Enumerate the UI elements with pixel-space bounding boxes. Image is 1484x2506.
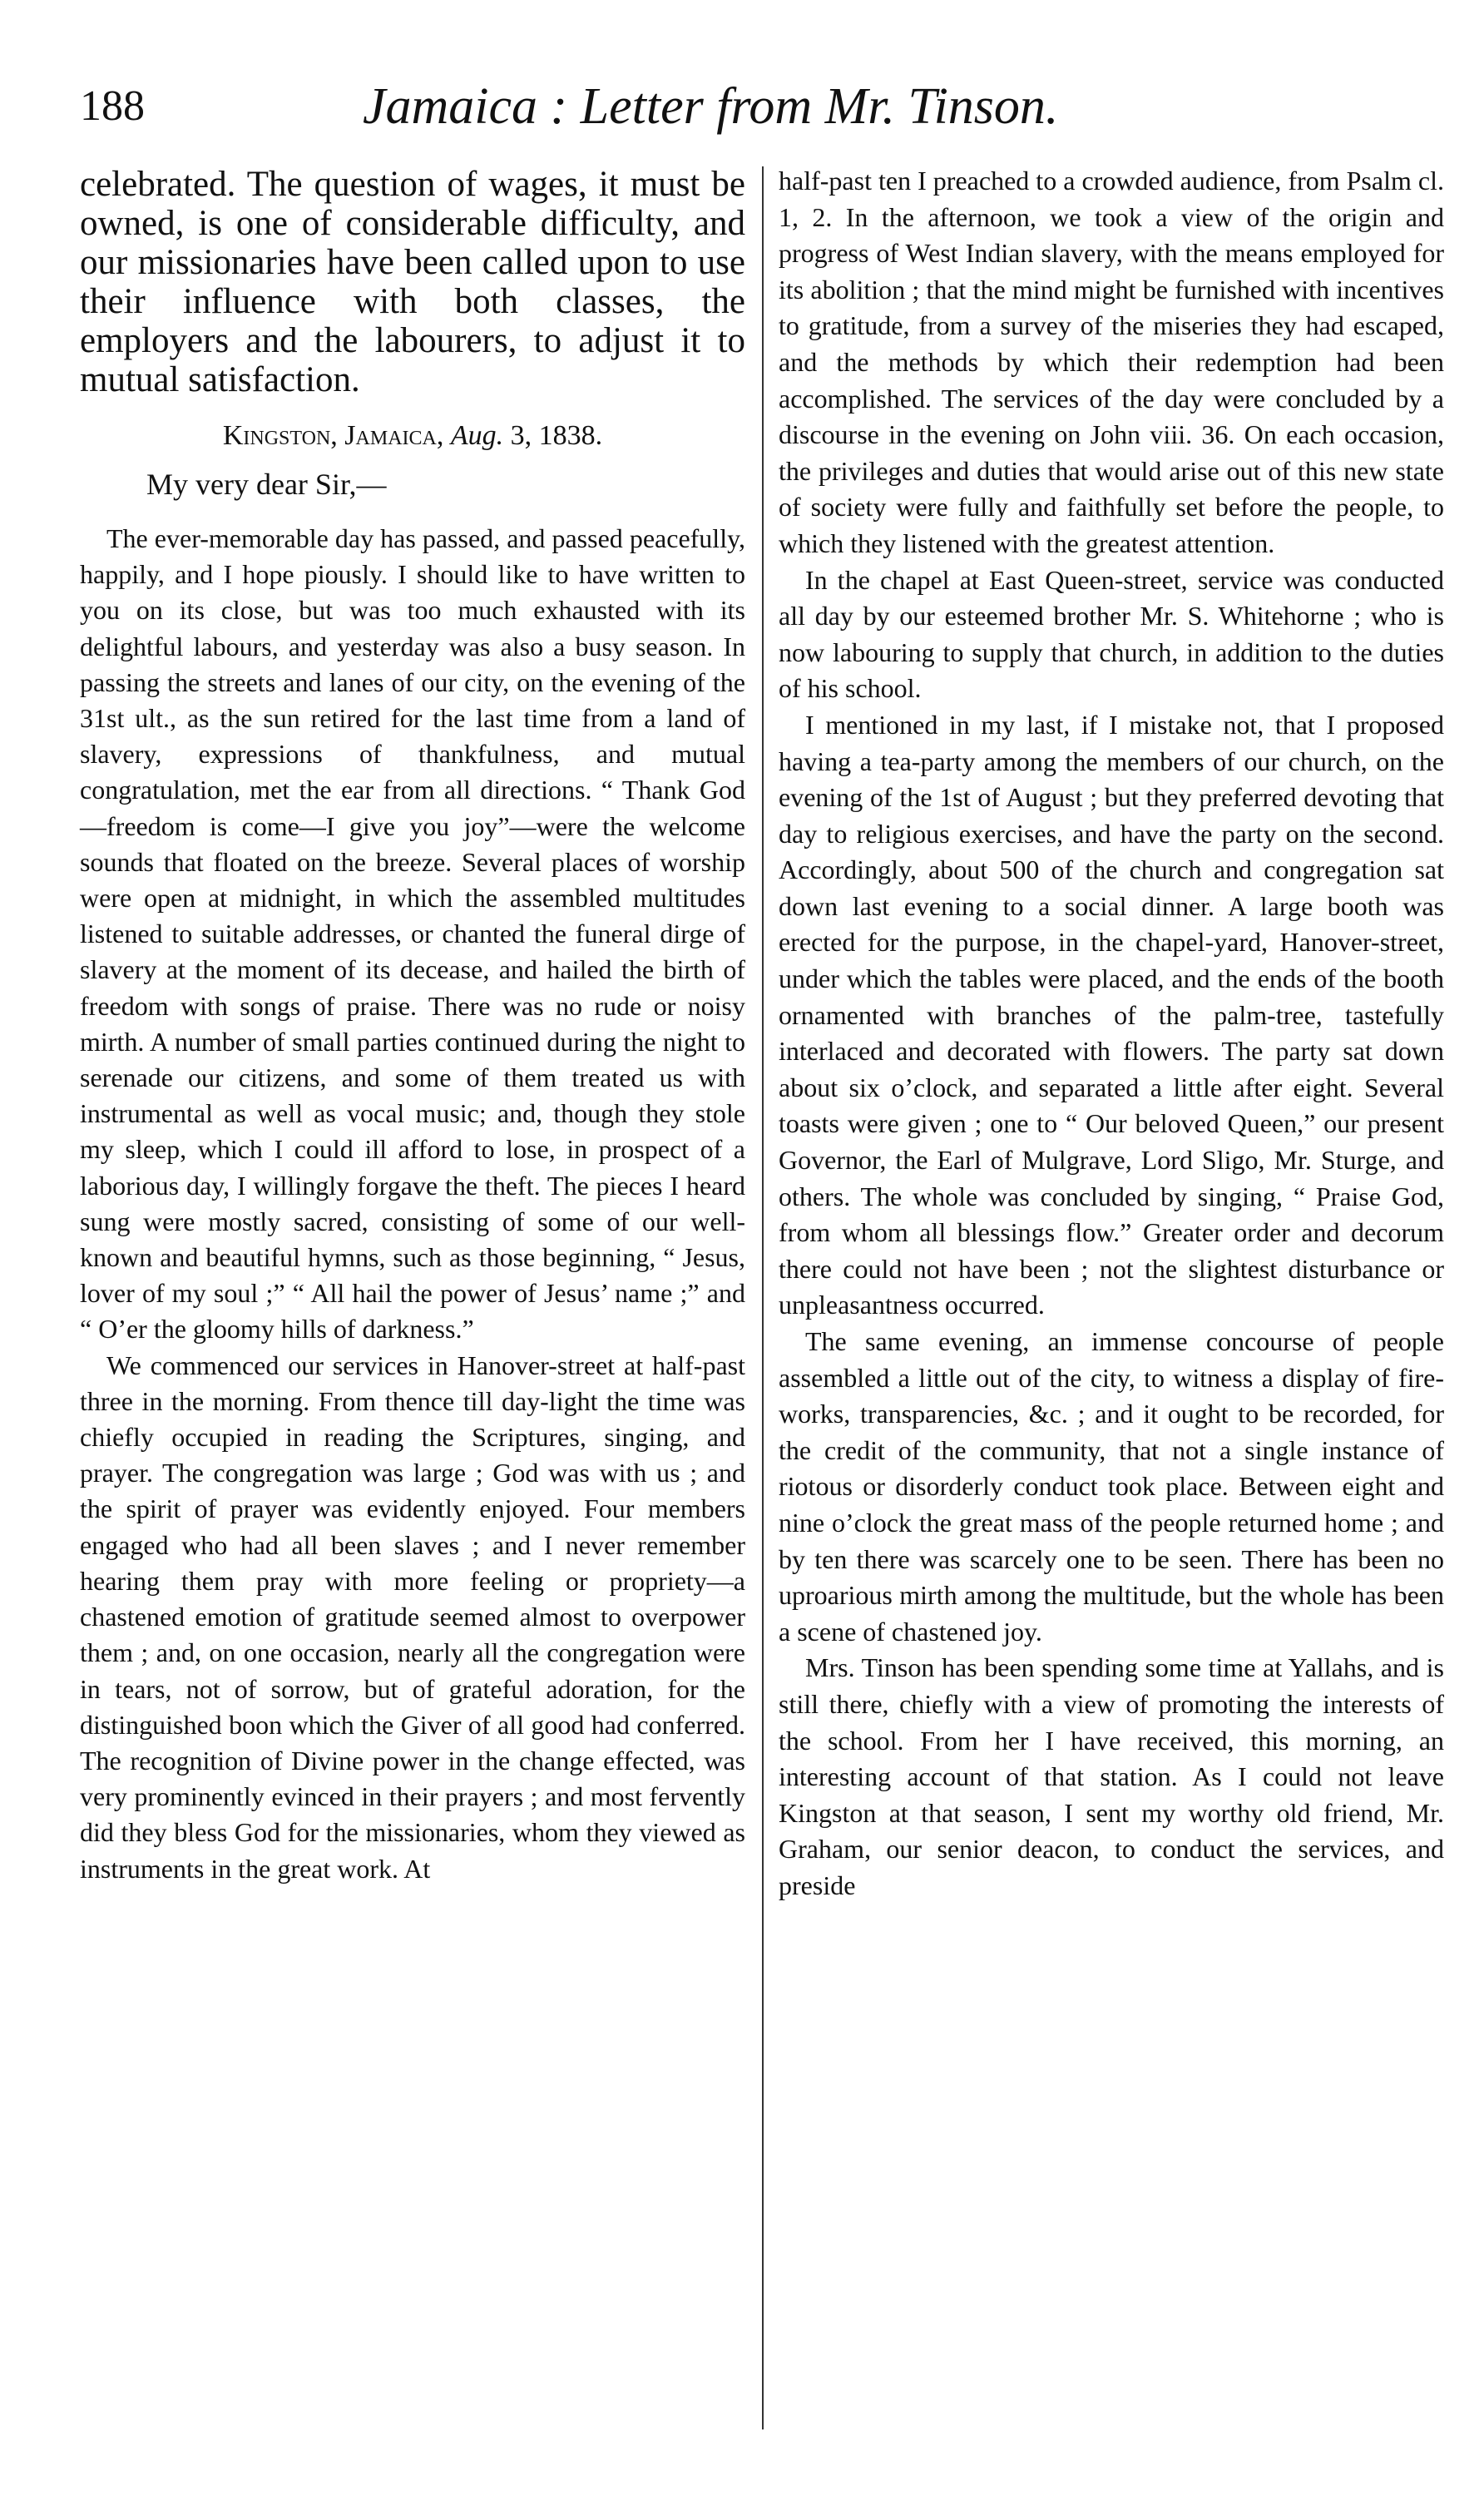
salutation: My very dear Sir,— xyxy=(146,468,387,501)
page-header xyxy=(80,73,1195,140)
body-paragraph: We commenced our services in Hanover-street at half-past three in the morning. From thence till day-light the time was chiefly occupied in reading the Scriptures, singing, and prayer. The congregation was large ; God was with us ; and the spirit of prayer was evidently enjoyed. Four members engaged who had all been slaves ; and I never remember hearing them pray with more feeling or propriety—a chastened emotion of gratitude seemed almost to overpower them ; and, on one occasion, nearly all the congregation were in tears, not of sorrow, but of grateful adoration, for the distinguished boon which the Giver of all good had conferred. The recognition of Divine power in the change effected, was very prominently evinced in their prayers ; and most fervently did they bless God for the missionaries, whom they viewed as instruments in the great work. At xyxy=(80,1350,745,1884)
column-divider xyxy=(762,166,764,2429)
body-paragraph: I mentioned in my last, if I mistake not, that I proposed having a tea-party among the members of our church, on the evening of the 1st of August ; but they preferred devoting that day to religious exercises, and have the party on the second. Accordingly, about 500 of the church and congregation sat down last evening to a social dinner. A large booth was erected for the purpose, in the chapel-yard, Hanover-street, under which the tables were placed, and the ends of the booth ornamented with branches of the palm-tree, tastefully interlaced and decorated with flowers. The party sat down about six o’clock, and separated a little after eight. Several toasts were given ; one to “ Our beloved Queen,” our present Governor, the Earl of Mulgrave, Lord Sligo, Mr. Sturge, and others. The whole was concluded by singing, “ Praise God, from whom all blessings flow.” Greater order and decorum there could not have been ; not the slightest disturbance or unpleasantness occurred. xyxy=(779,709,1444,1320)
dateline-month: Aug. xyxy=(450,420,504,451)
dateline xyxy=(80,418,745,454)
left-column xyxy=(80,165,745,1887)
opening-paragraph: celebrated. The question of wages, it must be owned, is one of considerable difficulty, and our missionaries have been called upon to use their influence with both classes, the employers and the labourers, to adjust it to mutual satisfaction. xyxy=(80,165,745,399)
body-paragraph: The same evening, an immense concourse of people assembled a little out of the city, to witness a display of fire-works, transparencies, &c. ; and it ought to be recorded, for the credit of the community, that not a single instance of riotous or disorderly conduct took place. Between eight and nine o’clock the great mass of the people returned home ; and by ten there was scarcely one to be seen. There has been no uproarious mirth among the multitude, but the whole has been a scene of chastened joy. xyxy=(779,1326,1444,1647)
right-column xyxy=(779,163,1444,1904)
body-paragraph: half-past ten I preached to a crowded audience, from Psalm cl. 1, 2. In the afternoon, we took a view of the origin and progress of West Indian slavery, with the means employed for its abolition ; that the mind might be furnished with incentives to gratitude, from a survey of the miseries they had escaped, and the methods by which their redemption had been accomplished. The services of the day were concluded by a discourse in the evening on John viii. 36. On each occasion, the privileges and duties that would arise out of this new state of society were fully and faithfully set before the people, to which they listened with the greatest attention. xyxy=(779,166,1444,558)
running-title: Jamaica : Letter from Mr. Tinson. xyxy=(363,78,1059,135)
body-paragraph: In the chapel at East Queen-street, service was conducted all day by our esteemed brother Mr. S. Whitehorne ; who is now labouring to supply that church, in addition to the duties of his school. xyxy=(779,564,1444,704)
page-number: 188 xyxy=(80,82,145,130)
body-paragraph: The ever-memorable day has passed, and passed peacefully, happily, and I hope piously. I should like to have written to you on its close, but was too much exhausted with its delightful labours, and yesterday was also a busy season. In passing the streets and lanes of our city, on the evening of the 31st ult., as the sun retired for the last time from a land of slavery, expressions of thankfulness, and mutual congratulation, met the ear from all directions. “ Thank God—freedom is come—I give you joy”—were the welcome sounds that floated on the breeze. Several places of worship were open at midnight, in which the assembled multitudes listened to suitable addresses, or chanted the funeral dirge of slavery at the moment of its decease, and hailed the birth of freedom with songs of praise. There was no rude or noisy mirth. A number of small parties continued during the night to serenade our citizens, and some of them treated us with instrumental as well as vocal music; and, though they stole my sleep, which I could ill afford to lose, in prospect of a laborious day, I willingly forgave the theft. The pieces I heard sung were mostly sacred, consisting of some of our well-known and beautiful hymns, such as those beginning, “ Jesus, lover of my soul ;” “ All hail the power of Jesus’ name ;” and “ O’er the gloomy hills of darkness.” xyxy=(80,523,745,1345)
dateline-day-year: 3, 1838. xyxy=(510,420,603,451)
dateline-place: Kingston, Jamaica, xyxy=(222,420,444,451)
body-paragraph: Mrs. Tinson has been spending some time at Yallahs, and is still there, chiefly with a view of promoting the interests of the school. From her I have received, this morning, an interesting account of that station. As I could not leave Kingston at that season, I sent my worthy old friend, Mr. Graham, our senior deacon, to conduct the services, and preside xyxy=(779,1652,1444,1900)
